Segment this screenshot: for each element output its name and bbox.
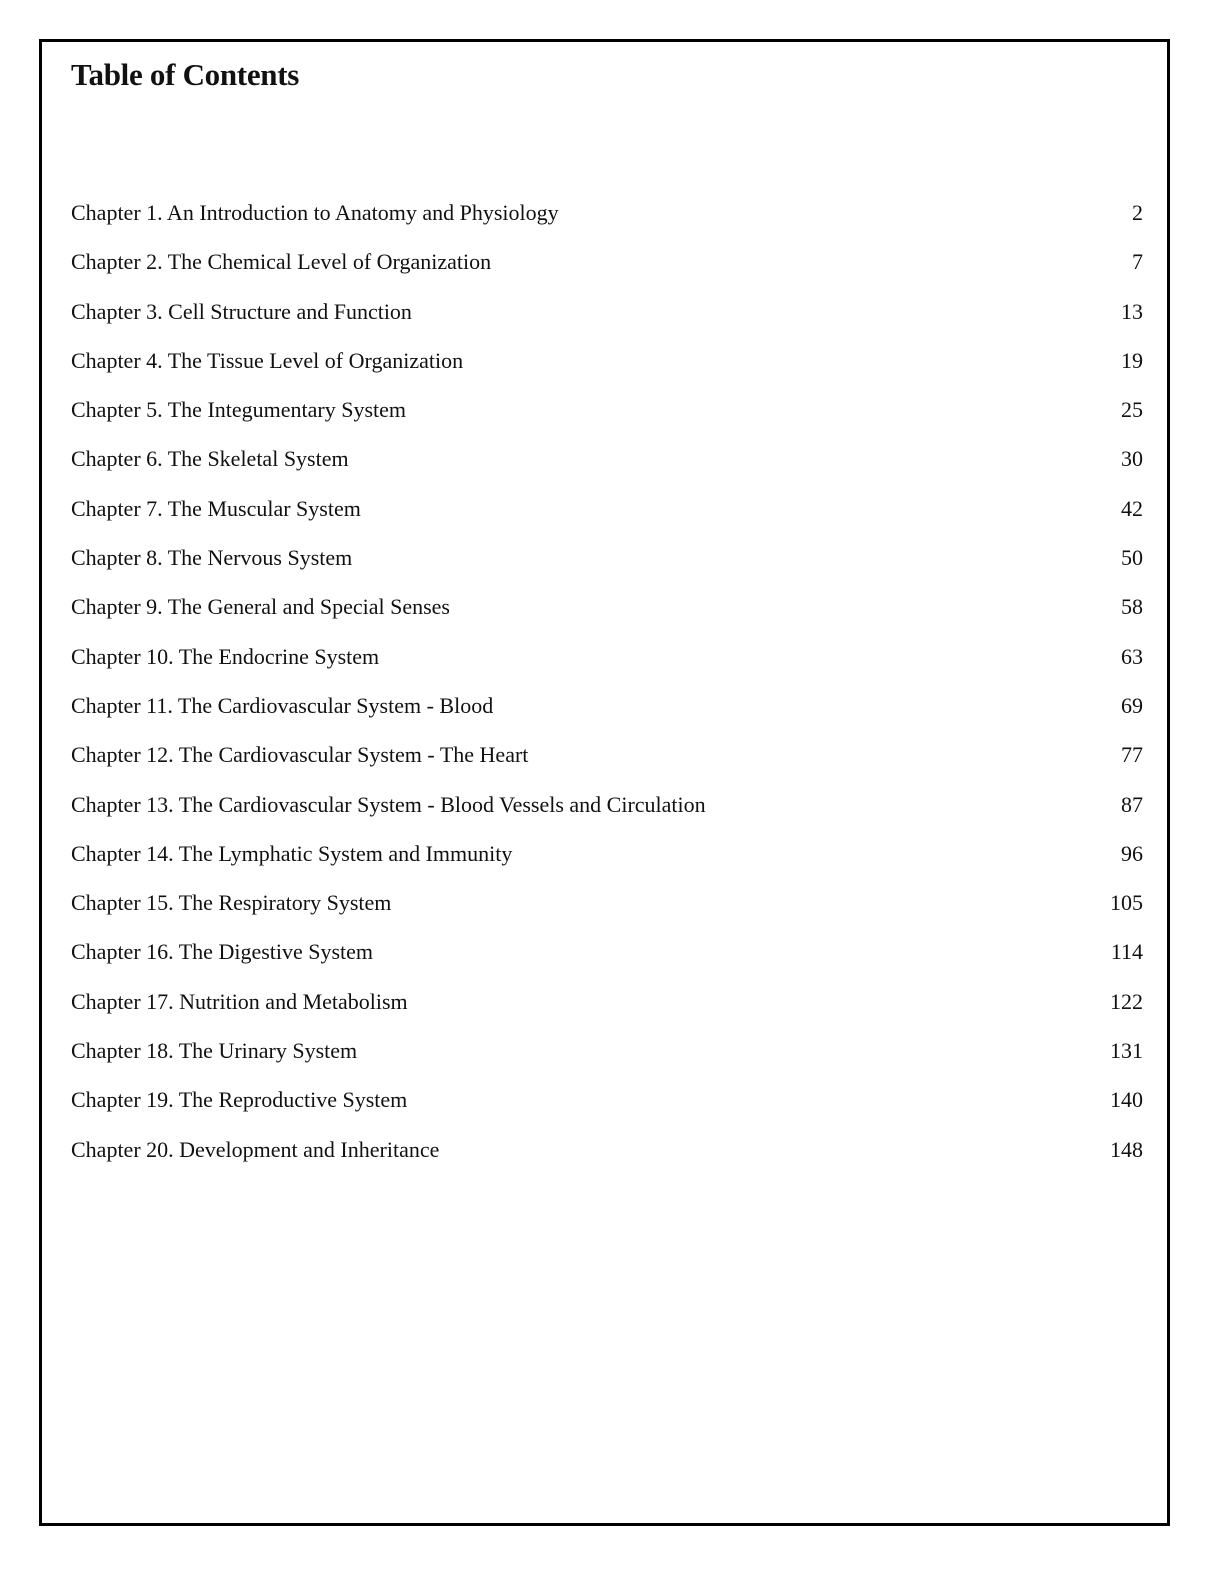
toc-entry-label: Chapter 9. The General and Special Senses [71,594,450,620]
toc-entry[interactable] [71,932,1143,981]
toc-entry[interactable] [71,1031,1143,1080]
toc-entry-page: 63 [1121,643,1143,669]
toc-entry[interactable] [71,1080,1143,1129]
toc-entry[interactable] [71,341,1143,390]
toc-entry-page: 131 [1110,1038,1143,1064]
toc-entry-page: 2 [1132,200,1143,225]
toc-entry-page: 42 [1121,495,1143,521]
toc-entry[interactable] [71,785,1143,834]
toc-entry-label: Chapter 8. The Nervous System [71,545,353,571]
toc-list [71,193,1143,1179]
toc-entry-page: 87 [1121,791,1143,817]
toc-entry-page: 140 [1110,1087,1143,1113]
toc-entry[interactable] [71,538,1143,587]
toc-entry-label: Chapter 4. The Tissue Level of Organization [71,347,464,373]
toc-entry[interactable] [71,982,1143,1031]
toc-entry-page: 58 [1121,594,1143,620]
toc-entry-label: Chapter 3. Cell Structure and Function [71,298,412,324]
toc-entry-label: Chapter 12. The Cardiovascular System - The Heart [71,742,529,768]
toc-entry-page: 19 [1121,347,1143,373]
toc-entry-label: Chapter 14. The Lymphatic System and Immunity [71,840,513,866]
page-title: Table of Contents [71,57,300,92]
toc-entry-page: 30 [1121,446,1143,472]
toc-entry[interactable] [71,439,1143,488]
toc-entry[interactable] [71,883,1143,932]
toc-entry-page: 96 [1121,840,1143,866]
toc-entry[interactable] [71,489,1143,538]
toc-entry-label: Chapter 11. The Cardiovascular System - Blood [71,692,494,718]
toc-entry-label: Chapter 16. The Digestive System [71,939,374,965]
toc-entry-label: Chapter 1. An Introduction to Anatomy and Physiology [71,200,559,225]
toc-entry-label: Chapter 10. The Endocrine System [71,643,380,669]
toc-entry[interactable] [71,637,1143,686]
toc-entry[interactable] [71,292,1143,341]
toc-entry-page: 148 [1110,1136,1143,1162]
toc-entry-label: Chapter 15. The Respiratory System [71,890,392,916]
toc-entry-label: Chapter 18. The Urinary System [71,1038,358,1064]
toc-entry[interactable] [71,193,1143,242]
toc-entry[interactable] [71,686,1143,735]
toc-entry-label: Chapter 20. Development and Inheritance [71,1136,440,1162]
toc-entry-label: Chapter 7. The Muscular System [71,495,361,521]
toc-entry-page: 25 [1121,397,1143,423]
toc-entry[interactable] [71,242,1143,291]
toc-entry-label: Chapter 2. The Chemical Level of Organization [71,249,492,275]
toc-entry-page: 7 [1132,249,1143,275]
toc-entry-page: 69 [1121,692,1143,718]
toc-entry-page: 105 [1110,890,1143,916]
toc-entry-label: Chapter 19. The Reproductive System [71,1087,408,1113]
toc-entry-label: Chapter 17. Nutrition and Metabolism [71,988,408,1014]
toc-entry-label: Chapter 5. The Integumentary System [71,397,407,423]
toc-entry[interactable] [71,735,1143,784]
toc-entry[interactable] [71,390,1143,439]
toc-entry[interactable] [71,1130,1143,1179]
toc-entry-page: 122 [1110,988,1143,1014]
toc-entry-page: 114 [1110,939,1143,965]
toc-entry-page: 50 [1121,545,1143,571]
toc-entry-label: Chapter 13. The Cardiovascular System - Blood Vessels and Circulation [71,791,706,817]
toc-entry[interactable] [71,834,1143,883]
toc-entry-page: 77 [1121,742,1143,768]
toc-entry[interactable] [71,587,1143,636]
toc-entry-page: 13 [1121,298,1143,324]
toc-entry-label: Chapter 6. The Skeletal System [71,446,349,472]
